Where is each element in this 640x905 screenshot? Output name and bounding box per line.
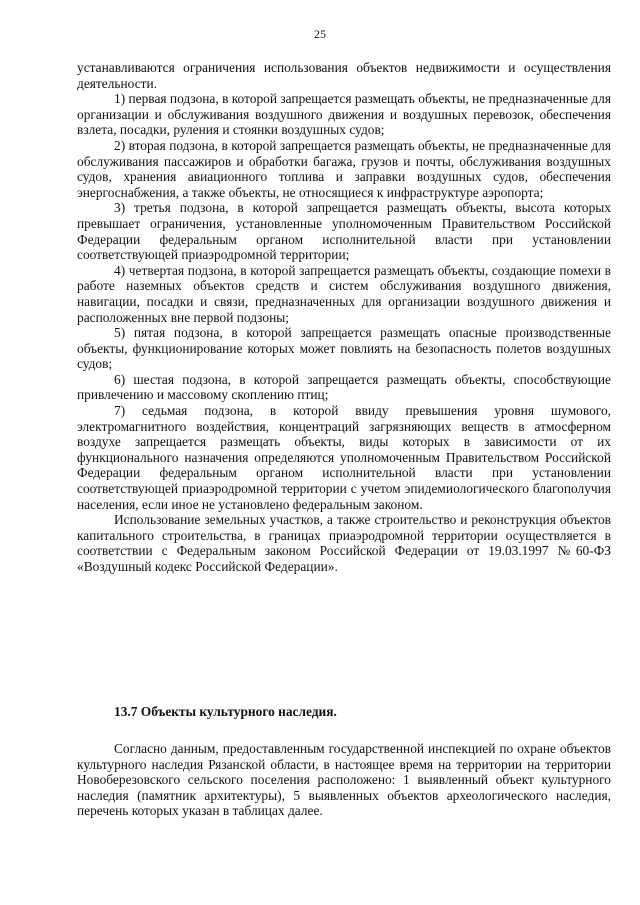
land-use-paragraph: Использование земельных участков, а также строительство и реконструкция объектов капитального строительства, в границах приаэродромной территории осуществляется в соответствии с Федеральным законом Российской Федерации от 19.03.1997 №60-ФЗ «Воздушный кодекс Российской Федерации». (77, 512, 611, 574)
subzone-paragraph-1: 1) первая подзона, в которой запрещается размещать объекты, не предназначенные для организации и обслуживания воздушного движения и воздушных перевозок, обеспечения взлета, посадки, руления и стоянки воздушных судов; (77, 91, 611, 138)
subzone-paragraph-6: 6) шестая подзона, в которой запрещается размещать объекты, способствующие привлечению и массовому скоплению птиц; (77, 371, 611, 403)
subzone-paragraph-7: 7) седьмая подзона, в которой ввиду превышения уровня шумового, электромагнитного воздействия, концентраций загрязняющих веществ в атмосферном воздухе запрещается размещать объекты, виды которых в зависимости от их функционального назначения определяются уполномоченным Правительством Российской Федерации федеральным органом исполнительной власти при установлении соответствующей приаэродромной территории с учетом эпидемиологического благополучия населения, если иное не установлено федеральным законом. (77, 403, 611, 512)
section-heading: 13.7 Объекты культурного наследия. (114, 704, 337, 719)
heritage-paragraph: Согласно данным, предоставленным государственной инспекцией по охране объектов культурного наследия Рязанской области, в настоящее время на территории на территории Новоберезовского сельского поселения расположено: 1 выявленный объект культурного наследия (памятник архитектуры), 5 выявленных объектов археологического наследия, перечень которых указан в таблицах далее. (77, 741, 611, 819)
heritage-text-block (77, 741, 611, 819)
subzone-paragraph-2: 2) вторая подзона, в которой запрещается размещать объекты, не предназначенные для обслуживания пассажиров и обработки багажа, грузов и почты, обслуживания воздушных судов, хранения авиационного топлива и заправки воздушных судов, обеспечения энергоснабжения, а также объекты, не относящиеся к инфраструктуре аэропорта; (77, 137, 611, 200)
page-number: 25 (314, 27, 326, 41)
subzone-paragraph-3: 3) третья подзона, в которой запрещается размещать объекты, высота которых превышает ограничения, установленные уполномоченным Правительством Российской Федерации федеральным органом исполнительной власти при установлении соответствующей приаэродромной территории; (77, 200, 611, 263)
body-text-block (77, 60, 611, 575)
subzone-paragraph-4: 4) четвертая подзона, в которой запрещается размещать объекты, создающие помехи в работе наземных объектов средств и систем обслуживания воздушного движения, навигации, посадки и связи, предназначенных для организации воздушного движения и расположенных вне первой подзоны; (77, 262, 611, 325)
intro-paragraph: устанавливаются ограничения использования объектов недвижимости и осуществления деятельности. (77, 60, 611, 91)
subzone-paragraph-5: 5) пятая подзона, в которой запрещается размещать опасные производственные объекты, функционирование которых может повлиять на безопасность полетов воздушных судов; (77, 325, 611, 372)
